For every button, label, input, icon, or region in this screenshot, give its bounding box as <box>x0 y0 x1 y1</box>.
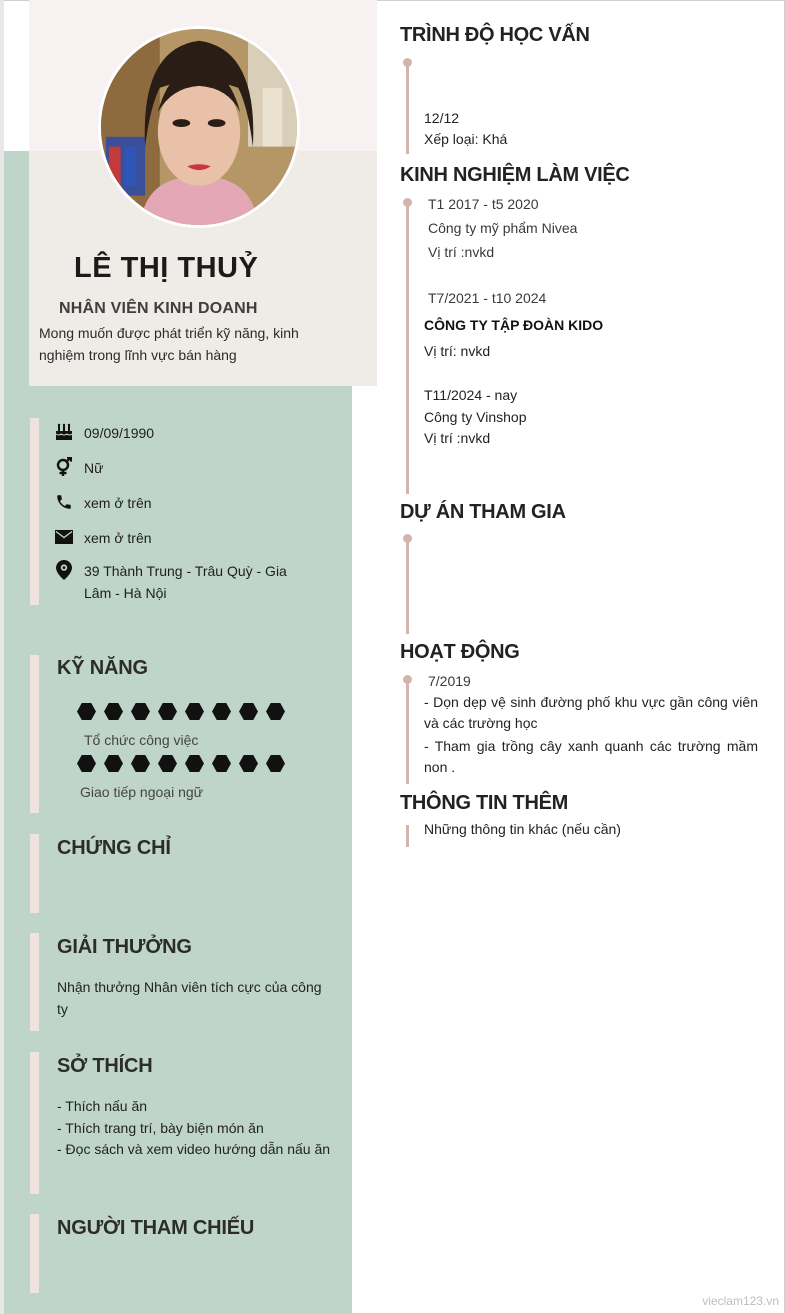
contact-row-gender <box>54 457 299 479</box>
skills-title: KỸ NĂNG <box>57 657 148 679</box>
skill-level-hex <box>266 703 285 720</box>
job-company: CÔNG TY TẬP ĐOÀN KIDO <box>424 317 604 333</box>
skill-rating-2 <box>77 755 285 772</box>
job-period: T11/2024 - nay <box>424 387 518 403</box>
job-position: Vị trí: nvkd <box>424 343 491 359</box>
skill-level-hex <box>158 755 177 772</box>
skill-level-hex <box>266 755 285 772</box>
skill-level-hex <box>239 703 258 720</box>
additional-info-title: THÔNG TIN THÊM <box>400 792 569 814</box>
skill-level-hex <box>77 755 96 772</box>
hobbies-bar <box>30 1052 39 1194</box>
education-grade: 12/12 <box>424 110 460 126</box>
job-title: NHÂN VIÊN KINH DOANH <box>59 300 258 317</box>
skill-label-1: Tổ chức công việc <box>84 732 199 748</box>
skill-level-hex <box>131 703 150 720</box>
contact-row-address <box>54 560 299 604</box>
skill-level-hex <box>131 755 150 772</box>
activity-date: 7/2019 <box>428 673 471 689</box>
job-company: Công ty Vinshop <box>424 409 527 425</box>
skills-bar <box>30 655 39 813</box>
gender-icon <box>54 457 74 477</box>
career-objective: Mong muốn được phát triển kỹ năng, kinh nghiệm trong lĩnh vực bán hàng <box>39 325 299 363</box>
site-watermark: vieclam123.vn <box>702 1294 779 1308</box>
education-timeline <box>406 62 409 154</box>
job-position: Vị trí :nvkd <box>424 430 491 446</box>
skill-level-hex <box>104 703 123 720</box>
avatar-photo <box>101 29 297 225</box>
contact-row-email <box>54 527 299 549</box>
hobbies-title: SỞ THÍCH <box>57 1055 153 1077</box>
contact-email: xem ở trên <box>84 530 152 546</box>
birthday-cake-icon <box>54 422 74 442</box>
awards-bar <box>30 933 39 1031</box>
skill-rating-1 <box>77 703 285 720</box>
avatar <box>98 26 300 228</box>
awards-text: Nhận thưởng Nhân viên tích cực của công ty <box>57 979 322 1017</box>
skill-level-hex <box>77 703 96 720</box>
certificates-bar <box>30 834 39 913</box>
skill-level-hex <box>185 703 204 720</box>
education-title: TRÌNH ĐỘ HỌC VẤN <box>400 24 590 46</box>
activity-item: - Tham gia trồng cây xanh quanh các trường mầm non . <box>424 738 758 775</box>
job-period: T7/2021 - t10 2024 <box>428 290 547 306</box>
contact-gender: Nữ <box>84 460 104 476</box>
additional-info-timeline <box>406 825 409 847</box>
contact-bar <box>30 418 39 605</box>
activity-item: - Dọn dẹp vệ sinh đường phố khu vực gần công viên và các trường học <box>424 694 758 731</box>
additional-info-text: Những thông tin khác (nếu cần) <box>424 821 621 837</box>
references-bar <box>30 1214 39 1293</box>
activities-timeline <box>406 679 409 784</box>
skill-label-2: Giao tiếp ngoại ngữ <box>80 784 204 800</box>
contact-row-birthday <box>54 422 299 444</box>
phone-icon <box>54 492 74 512</box>
certificates-title: CHỨNG CHỈ <box>57 837 171 859</box>
job-company: Công ty mỹ phẩm Nivea <box>428 220 578 236</box>
email-icon <box>54 527 74 547</box>
awards-title: GIẢI THƯỞNG <box>57 936 192 958</box>
contact-address: 39 Thành Trung - Trâu Quỳ - Gia Lâm - Hà Nội <box>84 563 287 601</box>
contact-birthday: 09/09/1990 <box>84 425 155 441</box>
hobby-item: - Đọc sách và xem video hướng dẫn nấu ăn <box>57 1141 331 1157</box>
activities-title: HOẠT ĐỘNG <box>400 641 520 663</box>
skill-level-hex <box>212 703 231 720</box>
location-icon <box>54 560 74 580</box>
skill-level-hex <box>104 755 123 772</box>
experience-timeline <box>406 202 409 494</box>
skill-level-hex <box>239 755 258 772</box>
job-position: Vị trí :nvkd <box>428 244 495 260</box>
experience-title: KINH NGHIỆM LÀM VIỆC <box>400 164 630 186</box>
hobby-item: - Thích trang trí, bày biện món ăn <box>57 1119 264 1136</box>
skill-level-hex <box>185 755 204 772</box>
skill-level-hex <box>158 703 177 720</box>
hobby-item: - Thích nấu ăn <box>57 1098 148 1114</box>
job-period: T1 2017 - t5 2020 <box>428 196 539 212</box>
candidate-name: LÊ THỊ THUỶ <box>74 252 259 284</box>
contact-phone: xem ở trên <box>84 495 152 511</box>
projects-timeline <box>406 538 409 634</box>
contact-row-phone <box>54 492 299 514</box>
education-rank: Xếp loại: Khá <box>424 131 508 147</box>
hobbies-list <box>57 1096 337 1161</box>
references-title: NGƯỜI THAM CHIẾU <box>57 1217 255 1239</box>
skill-level-hex <box>212 755 231 772</box>
projects-title: DỰ ÁN THAM GIA <box>400 501 566 523</box>
